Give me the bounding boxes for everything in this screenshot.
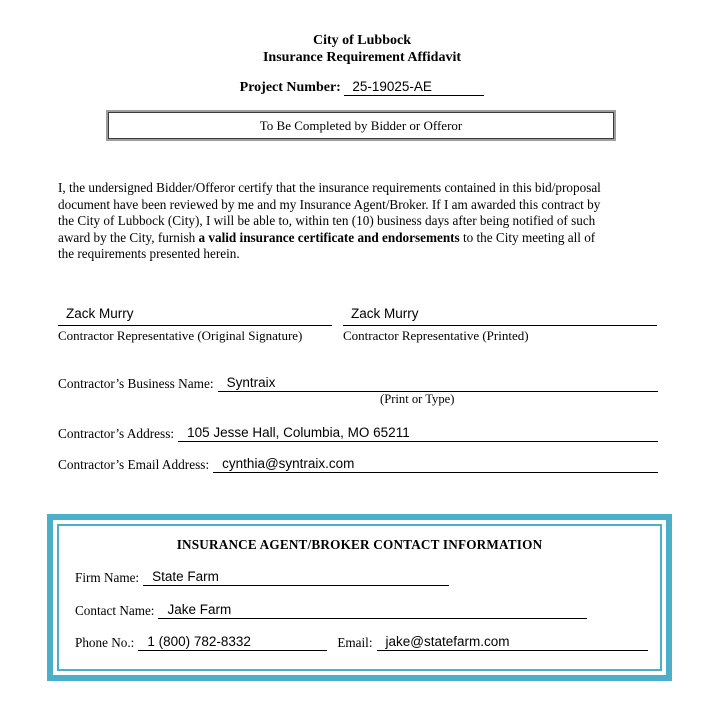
contact-name-field[interactable]: Jake Farm (158, 601, 587, 619)
phone-email-row (75, 633, 650, 651)
signature-printed-block (343, 306, 657, 344)
paragraph-line: the requirements presented herein. (58, 246, 240, 262)
affidavit-paragraph (58, 180, 670, 263)
contact-name-row (75, 601, 650, 619)
print-or-type-hint: (Print or Type) (380, 392, 455, 406)
signature-printed-label: Contractor Representative (Printed) (343, 328, 529, 343)
document-title: Insurance Requirement Affidavit (262, 50, 462, 65)
paragraph-line4-bold: a valid insurance certificate and endorsements (198, 229, 460, 245)
paragraph-line: I, the undersigned Bidder/Offeror certify that the insurance requirements contained in this bid/proposal (58, 180, 601, 195)
paragraph-line: document have been reviewed by me and my Insurance Agent/Broker. If I am awarded this contract by (58, 196, 601, 212)
signature-original-block (58, 306, 332, 344)
org-title: City of Lubbock (312, 33, 412, 48)
contractor-email-field[interactable]: cynthia@syntraix.com (213, 455, 658, 473)
firm-name-row (75, 568, 650, 586)
paragraph-line (58, 230, 670, 247)
address-field[interactable]: 105 Jesse Hall, Columbia, MO 65211 (178, 424, 658, 442)
address-label: Contractor’s Address: (58, 426, 175, 441)
phone-label: Phone No.: (75, 635, 135, 650)
agent-email-field[interactable]: jake@statefarm.com (377, 633, 648, 651)
notice-box (108, 112, 614, 139)
signature-original-field[interactable]: Zack Murry (58, 306, 332, 326)
contractor-email-row (58, 455, 658, 473)
paragraph-line4-after: to the City meeting all of (459, 229, 596, 245)
document-header (0, 32, 724, 66)
paragraph-line: the City of Lubbock (City), I will be able to, within ten (10) business days after being notified of such (58, 213, 596, 229)
project-number-field[interactable]: 25-19025-AE (344, 79, 484, 96)
agent-email-label: Email: (337, 635, 373, 650)
project-number-row (0, 79, 724, 96)
business-name-label: Contractor’s Business Name: (58, 376, 214, 391)
firm-name-label: Firm Name: (75, 570, 140, 585)
firm-name-field[interactable]: State Farm (143, 568, 449, 586)
address-row (58, 424, 658, 442)
agent-broker-box-inner (57, 524, 662, 671)
notice-box-text: To Be Completed by Bidder or Offeror (259, 118, 463, 133)
signature-printed-field[interactable]: Zack Murry (343, 306, 657, 326)
paragraph-line4-before: award by the City, furnish (58, 229, 199, 245)
business-name-field[interactable]: Syntraix (218, 374, 658, 392)
agent-broker-box (47, 514, 672, 681)
project-number-label: Project Number: (239, 80, 341, 95)
phone-field[interactable]: 1 (800) 782-8332 (138, 633, 327, 651)
contact-name-label: Contact Name: (75, 603, 155, 618)
signature-original-label: Contractor Representative (Original Signature) (58, 328, 303, 343)
contractor-email-label: Contractor’s Email Address: (58, 457, 210, 472)
business-name-row (58, 374, 658, 392)
agent-broker-title: INSURANCE AGENT/BROKER CONTACT INFORMATION (176, 537, 543, 552)
